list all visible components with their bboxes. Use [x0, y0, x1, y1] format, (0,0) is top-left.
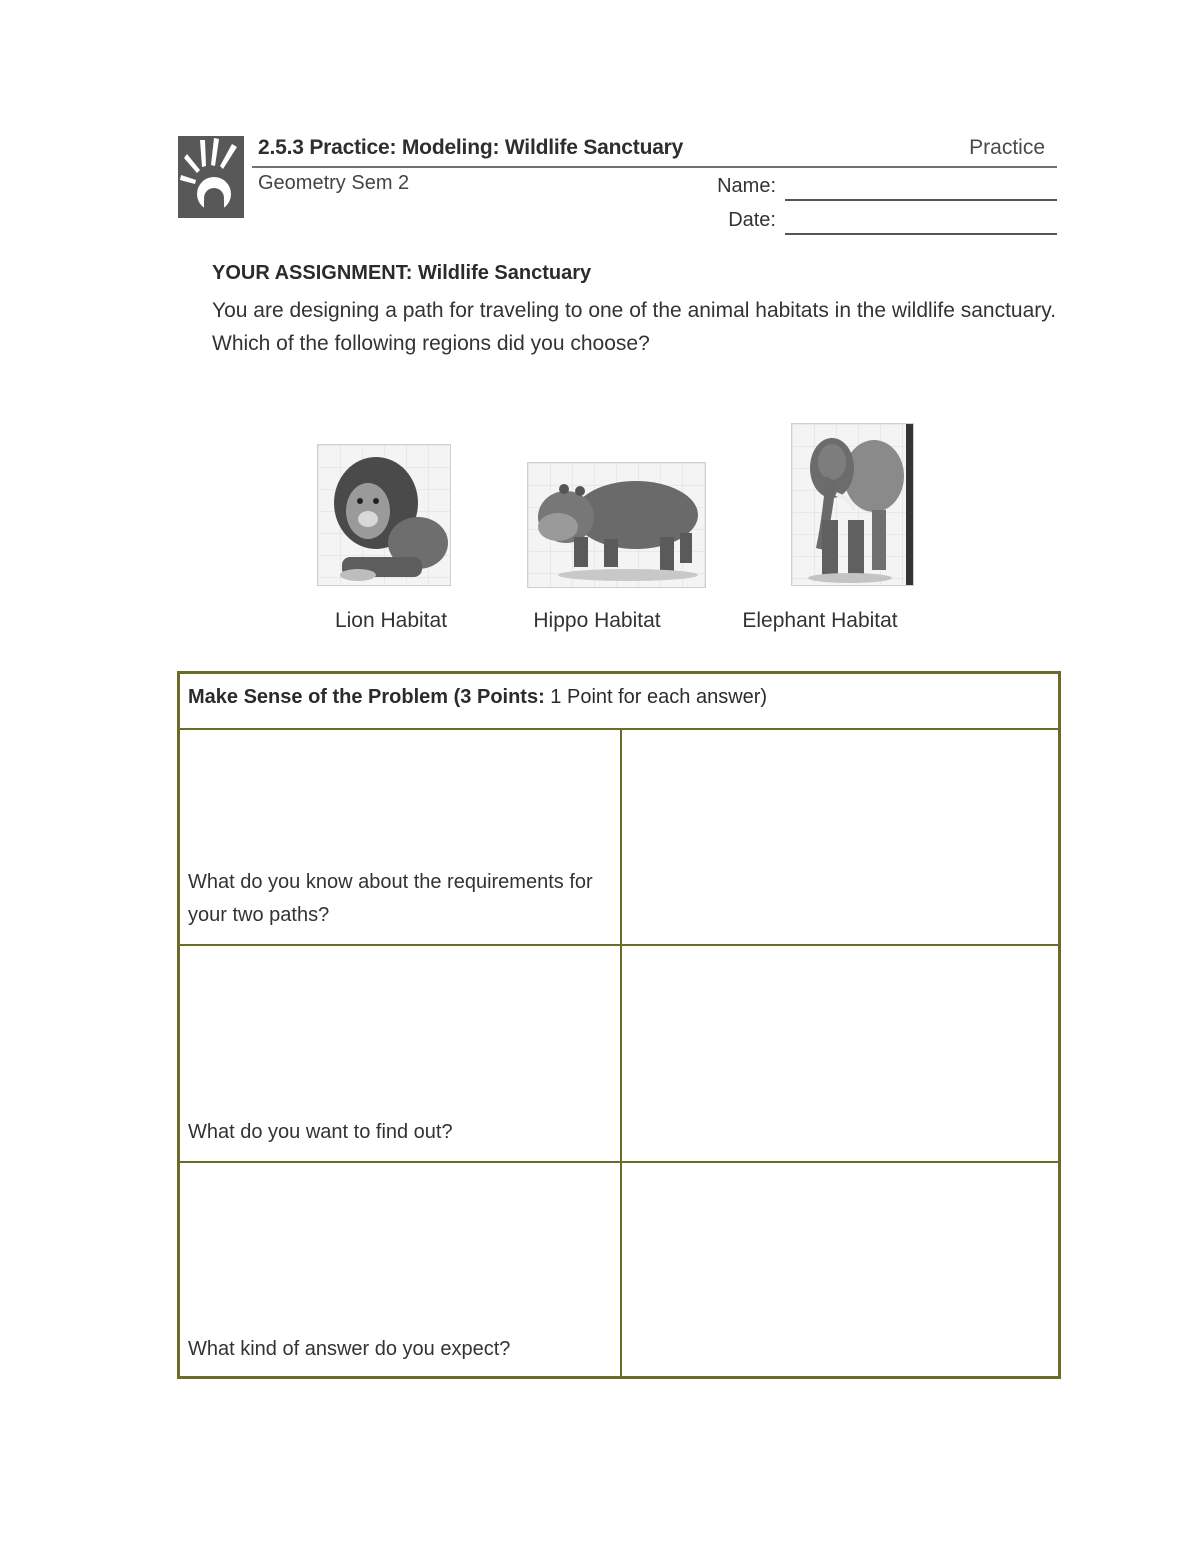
table-row	[180, 946, 1058, 1163]
table-row	[180, 729, 1058, 946]
document-title: 2.5.3 Practice: Modeling: Wildlife Sanctuary	[258, 136, 684, 159]
name-label: Name:	[717, 175, 776, 197]
date-label: Date:	[728, 209, 776, 231]
habitat-caption-lion: Lion Habitat	[334, 609, 448, 632]
name-field[interactable]	[785, 199, 1057, 201]
answer-cell-expected-answer[interactable]	[622, 1163, 1058, 1376]
document-type: Practice	[969, 136, 1045, 159]
habitat-caption-elephant: Elephant Habitat	[742, 609, 898, 632]
question-find-out: What do you want to find out?	[188, 1121, 453, 1143]
assignment-text: You are designing a path for traveling to one of the animal habitats in the wildlife sanctuary. Which of the following regions did you choose?	[212, 299, 1057, 355]
table-row	[180, 1163, 1058, 1376]
table-header-rest: 1 Point for each answer)	[544, 686, 768, 708]
table-header-bold: Make Sense of the Problem (3 Points:	[188, 686, 545, 708]
assignment-heading: YOUR ASSIGNMENT: Wildlife Sanctuary	[212, 262, 592, 284]
elephant-image	[791, 423, 914, 586]
lion-image	[317, 444, 451, 586]
problem-table	[177, 671, 1061, 1379]
question-requirements: What do you know about the requirements for your two paths?	[188, 871, 593, 926]
table-header-row	[180, 674, 1058, 730]
answer-cell-find-out[interactable]	[622, 946, 1058, 1161]
publisher-logo	[178, 136, 244, 218]
habitat-caption-hippo: Hippo Habitat	[533, 609, 661, 632]
answer-cell-requirements[interactable]	[622, 729, 1058, 944]
table-header	[188, 686, 767, 709]
header-divider	[252, 166, 1057, 168]
question-expected-answer: What kind of answer do you expect?	[188, 1338, 511, 1360]
course-name: Geometry Sem 2	[258, 172, 410, 194]
hippo-image	[527, 462, 706, 588]
date-field[interactable]	[785, 233, 1057, 235]
